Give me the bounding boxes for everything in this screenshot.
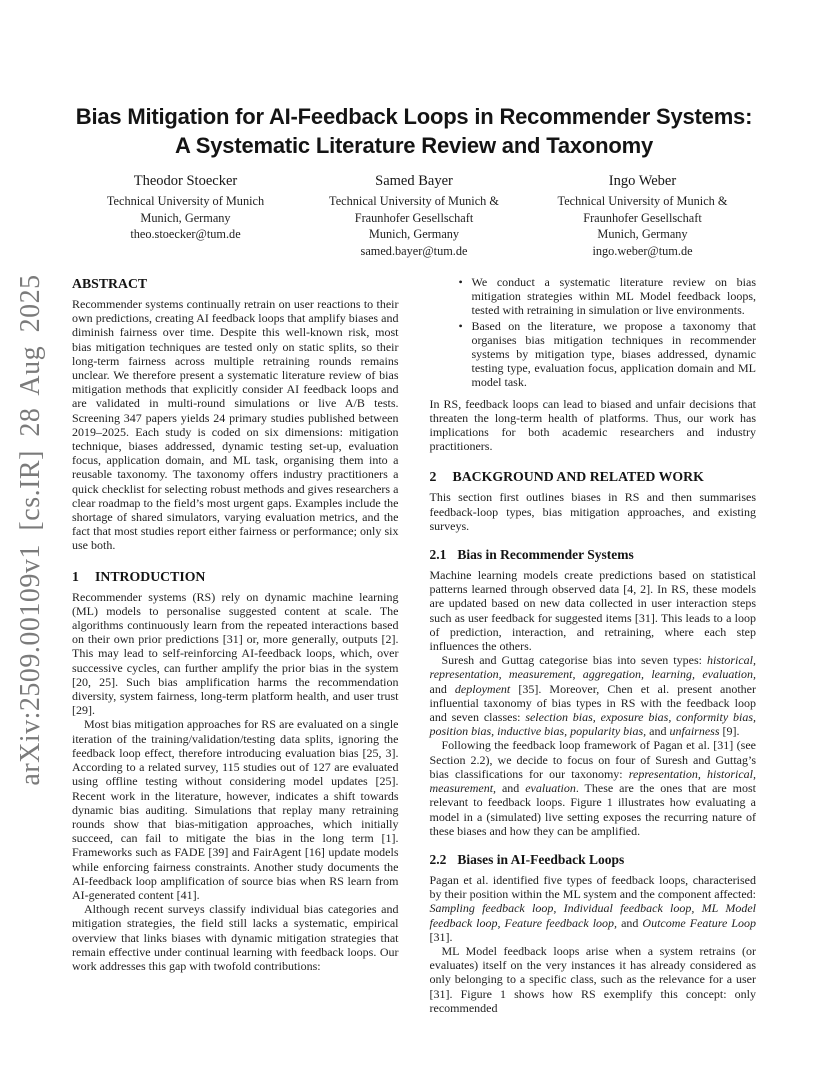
- text-run: and: [617, 915, 643, 930]
- text-run: Although recent surveys classify individual bias categories and mitigation strategies, the field still lacks a systematic, empirical overview that links biases with dynamic mitigation strategies that remain effective under continual learning with feedback loops. Our work addresses this gap with twofold contributions:: [72, 902, 399, 973]
- italic-text-run: representation, historical, measurement,: [429, 766, 756, 796]
- text-run: Machine learning models create predictions based on statistical patterns learned through observed data [4, 2]. In RS, these models are updated based on new data collected in user interaction steps such as user feedback for suggested items [31]. This leads to a loop of prediction, interaction, and retraining, where each step influences the others.: [429, 568, 756, 654]
- text-run: Recommender systems (RS) rely on dynamic machine learning (ML) models to personalise suggested content at scale. The algorithms continuously learn from the repeated interactions based on their own prior predictions [31] or, more generally, outputs [2]. This may lead to self-reinforcing AI-feedback loops, which, over successive cycles, can further amplify the prior bias in the system [20, 25]. Such bias amplification harms the recommendation diversity, system fairness, long-term platform health, and user trust [29].: [72, 589, 399, 718]
- text-run: Suresh and Guttag categorise bias into seven types:: [441, 653, 707, 668]
- author-affiliation: Fraunhofer Gesellschaft: [354, 210, 474, 225]
- author-email: samed.bayer@tum.de: [360, 243, 468, 258]
- author-block: [529, 172, 756, 259]
- section-title: INTRODUCTION: [95, 568, 206, 584]
- text-run: and: [429, 681, 455, 696]
- text-run: This section first outlines biases in RS and then summarises feedback-loop types, bias mitigation approaches, and existing surveys.: [429, 490, 756, 533]
- author-email: theo.stoecker@tum.de: [130, 227, 241, 241]
- left-column: [72, 275, 399, 1015]
- paragraph: [430, 653, 757, 738]
- section-heading: [430, 546, 757, 563]
- author-affiliation: Munich, Germany: [368, 227, 460, 241]
- text-run: Recommender systems continually retrain on user reactions to their own predictions, creating AI feedback loops that amplify biases and diminish fairness over time. Despite this well-known risk, most bias mitigation techniques are tested only on static splits, so their long-term fairness across multiple retraining rounds remains unclear. We therefore present a systematic literature review of bias mitigation methods that explicitly consider AI feedback loops and are validated in multi-round simulations or live A/B tests. Screening 347 papers yields 24 primary studies published between 2019–2025. Each study is coded on six dimensions: mitigation technique, biases addressed, dynamic testing set-up, evaluation focus, application domain, and ML task, organising them into a reusable taxonomy. The taxonomy offers industry practitioners a quick checklist for selecting robust methods and gives researchers a clear roadmap to the field’s most urgent gaps. Examples include the shortage of shared simulators, varying evaluation metrics, and the fact that most studies report either fairness or performance; only six use both.: [72, 297, 399, 553]
- section-title: Bias in Recommender Systems: [457, 547, 634, 563]
- section-heading: [430, 851, 757, 868]
- italic-text-run: Outcome Feature Loop: [642, 915, 756, 930]
- text-run: [9].: [719, 724, 740, 739]
- paragraph: [430, 738, 757, 837]
- text-run: Pagan et al. identified five types of feedback loops, characterised by their position within the ML system and the component affected:: [429, 872, 756, 902]
- italic-text-run: deployment: [454, 681, 511, 696]
- section-title: BACKGROUND AND RELATED WORK: [452, 469, 704, 485]
- contribution-item: [459, 275, 757, 318]
- text-run: and: [496, 781, 526, 796]
- authors-block: [72, 172, 756, 259]
- text-run: Following the feedback loop framework of Pagan et al. [31] (see Section 2.2), we decide to focus on four of Suresh and Guttag’s bias classifications for our taxonomy:: [429, 738, 756, 781]
- text-run: [35]. Moreover, Chen et al. present another influential taxonomy of bias types in RS with the feedback loop and seven classes:: [429, 681, 756, 725]
- paper-content: [72, 0, 756, 1015]
- italic-text-run: Sampling feedback loop, Individual feedback loop, ML Model feedback loop, Feature feedback loop,: [429, 901, 756, 930]
- contribution-item: [459, 319, 757, 390]
- author-name: Samed Bayer: [375, 173, 453, 189]
- section-title: Biases in AI-Feedback Loops: [457, 851, 625, 867]
- two-column-body: [72, 275, 756, 1015]
- italic-text-run: unfairness: [669, 724, 720, 739]
- paper-title-line2: A Systematic Literature Review and Taxonomy: [175, 133, 653, 158]
- author-affiliation: Munich, Germany: [597, 227, 688, 241]
- author-affiliation: Munich, Germany: [140, 210, 231, 225]
- right-column: [430, 275, 757, 1015]
- paragraph: [430, 397, 757, 454]
- section-heading: [430, 468, 757, 485]
- paragraph: [72, 590, 399, 718]
- contribution-list: [430, 275, 757, 390]
- paper-title: [72, 102, 756, 160]
- italic-text-run: selection bias, exposure bias, conformity bias, position bias, inductive bias, popularity bias,: [429, 710, 756, 739]
- paragraph: [430, 873, 757, 944]
- paragraph: [430, 568, 757, 653]
- paragraph: [72, 297, 399, 553]
- author-affiliation: Technical University of Munich: [106, 194, 265, 208]
- author-affiliation: Technical University of Munich &: [557, 194, 728, 208]
- author-block: [301, 172, 528, 259]
- section-number: 2.1: [429, 547, 447, 563]
- author-email: ingo.weber@tum.de: [592, 243, 693, 258]
- section-heading: [72, 568, 399, 585]
- text-run: Based on the literature, we propose a taxonomy that organises bias mitigation techniques in recommender systems by mitigation type, biases addressed, dynamic testing type, evaluation focus, application domain and ML model task.: [471, 318, 756, 390]
- text-run: We conduct a systematic literature review on bias mitigation strategies within ML Model feedback loops, tested with retraining in simulation or live environments.: [471, 275, 756, 318]
- paragraph: [72, 902, 399, 973]
- text-run: and: [646, 724, 670, 739]
- section-number: 2.2: [429, 851, 447, 867]
- text-run: In RS, feedback loops can lead to biased and unfair decisions that threaten the long-term health of platforms. Thus, our work has implications for both academic researchers and industry practitioners.: [429, 396, 756, 454]
- paragraph: [430, 490, 757, 533]
- paragraph: [430, 944, 757, 1015]
- text-run: ML Model feedback loops arise when a system retrains (or evaluates) itself on the very instances it has already considered as only belonging to a specific class, such as the relevance for a user [31]. Figure 1 shows how RS exemplify this concept: only recommended: [429, 943, 756, 1015]
- italic-text-run: historical, representation, measurement, aggregation, learning, evaluation,: [429, 653, 756, 682]
- italic-text-run: evaluation: [525, 781, 576, 796]
- text-run: Most bias mitigation approaches for RS are evaluated on a single iteration of the training/validation/testing data splits, ignoring the feedback loop effect, therefore introducing evaluation bias [25, 3]. According to a related survey, 115 studies out of 127 are evaluated using offline testing without considering model updates [25]. Recent work in the literature, however, indicates a shift towards dynamic bias auditing. Simulations that replay many retraining rounds show that bias-mitigation approaches, which initially succeed, can fail to mitigate the bias in the long term [1]. Frameworks such as FADE [39] and FairAgent [16] update models while enforcing fairness constraints. Another study documents the AI-feedback loop amplification of source bias when RS learn from AI-generated content [41].: [72, 717, 399, 902]
- paragraph: [72, 717, 399, 902]
- author-affiliation: Fraunhofer Gesellschaft: [583, 210, 702, 225]
- section-number: 2: [429, 469, 437, 485]
- section-title: ABSTRACT: [72, 276, 148, 291]
- author-affiliation: Technical University of Munich &: [329, 194, 499, 208]
- author-name: Ingo Weber: [608, 173, 677, 189]
- author-block: [72, 172, 299, 259]
- paper-title-line1: Bias Mitigation for AI-Feedback Loops in Recommender Systems:: [75, 104, 753, 129]
- section-heading: [72, 275, 399, 292]
- author-name: Theodor Stoecker: [133, 173, 238, 189]
- section-number: 1: [72, 568, 79, 584]
- text-run: [31].: [429, 929, 453, 944]
- text-run: . These are the ones that are most relevant to feedback loops. Figure 1 illustrates how evaluating a model in a (simulated) live setting exposes the recurring nature of these biases and how they can be amplified.: [429, 781, 756, 838]
- arxiv-watermark: arXiv:2509.00109v1 [cs.IR] 28 Aug 2025: [15, 274, 46, 786]
